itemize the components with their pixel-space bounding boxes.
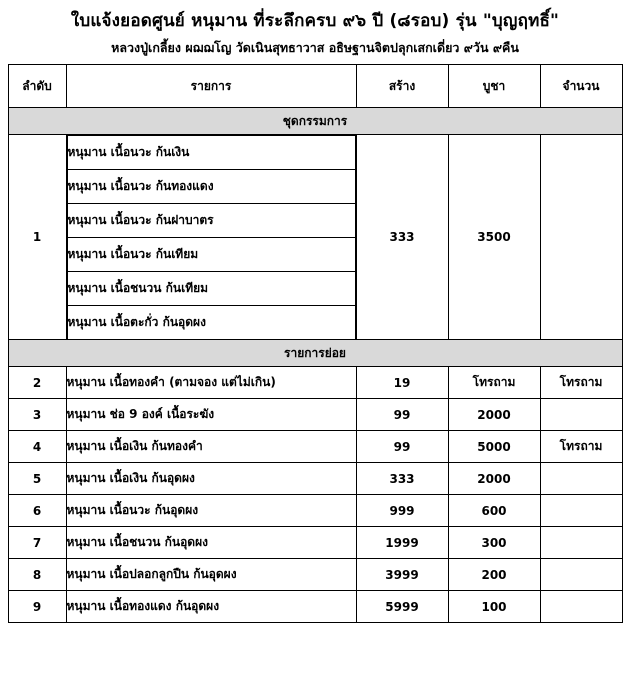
row-item: หนุมาน เนื้อปลอกลูกปืน ก้นอุดผง <box>66 559 356 591</box>
column-header-made: สร้าง <box>356 65 448 108</box>
table-row <box>8 135 622 340</box>
column-header-qty: จำนวน <box>540 65 622 108</box>
table-row <box>8 527 622 559</box>
row-no: 5 <box>8 463 66 495</box>
section-header-minor-label: รายการย่อย <box>8 340 622 367</box>
section-header-committee-label: ชุดกรรมการ <box>8 108 622 135</box>
price-table <box>8 64 623 623</box>
row-rent: 100 <box>448 591 540 623</box>
row-rent: 600 <box>448 495 540 527</box>
row-made: 3999 <box>356 559 448 591</box>
row-item: หนุมาน เนื้อทองคำ (ตามจอง แต่ไม่เกิน) <box>66 367 356 399</box>
table-row <box>8 399 622 431</box>
row-made: 5999 <box>356 591 448 623</box>
row-item: หนุมาน ช่อ 9 องค์ เนื้อระฆัง <box>66 399 356 431</box>
list-item <box>67 272 355 306</box>
row-no: 6 <box>8 495 66 527</box>
list-item <box>67 306 355 340</box>
table-header <box>8 65 622 108</box>
row-made: 333 <box>356 463 448 495</box>
row-made: 999 <box>356 495 448 527</box>
committee-item-label: หนุมาน เนื้อนวะ ก้นทองแดง <box>67 170 355 204</box>
row-item: หนุมาน เนื้อชนวน ก้นอุดผง <box>66 527 356 559</box>
row-no: 4 <box>8 431 66 463</box>
row-rent: 2000 <box>448 399 540 431</box>
section-header-minor <box>8 340 622 367</box>
row-no: 8 <box>8 559 66 591</box>
row-no: 7 <box>8 527 66 559</box>
row-rent: โทรถาม <box>448 367 540 399</box>
committee-items-cell <box>66 135 356 340</box>
committee-item-label: หนุมาน เนื้อชนวน ก้นเทียม <box>67 272 355 306</box>
committee-item-label: หนุมาน เนื้อนวะ ก้นเงิน <box>67 136 355 170</box>
row-rent: 5000 <box>448 431 540 463</box>
list-item <box>67 238 355 272</box>
row-qty <box>540 591 622 623</box>
row-rent: 300 <box>448 527 540 559</box>
table-row <box>8 367 622 399</box>
row-item: หนุมาน เนื้อเงิน ก้นทองคำ <box>66 431 356 463</box>
row-qty <box>540 527 622 559</box>
row-rent: 2000 <box>448 463 540 495</box>
row-rent: 3500 <box>448 135 540 340</box>
committee-item-label: หนุมาน เนื้อนวะ ก้นฝาบาตร <box>67 204 355 238</box>
row-item: หนุมาน เนื้อทองแดง ก้นอุดผง <box>66 591 356 623</box>
column-header-no: ลำดับ <box>8 65 66 108</box>
row-qty: โทรถาม <box>540 431 622 463</box>
row-item: หนุมาน เนื้อเงิน ก้นอุดผง <box>66 463 356 495</box>
row-made: 99 <box>356 399 448 431</box>
row-made: 99 <box>356 431 448 463</box>
table-row <box>8 559 622 591</box>
table-row <box>8 431 622 463</box>
row-no: 2 <box>8 367 66 399</box>
table-row <box>8 463 622 495</box>
page-subtitle: หลวงปู่เกลี้ยง ผฌฌโญ วัดเนินสุทธาวาส อธิษฐานจิตปลุกเสกเดี่ยว ๙วัน ๙คืน <box>111 40 519 56</box>
row-no: 3 <box>8 399 66 431</box>
row-no: 9 <box>8 591 66 623</box>
row-no: 1 <box>8 135 66 340</box>
row-qty <box>540 399 622 431</box>
row-qty <box>540 135 622 340</box>
row-rent: 200 <box>448 559 540 591</box>
list-item <box>67 136 355 170</box>
page-title: ใบแจ้งยอดศูนย์ หนุมาน ที่ระลึกครบ ๙๖ ปี (๘รอบ) รุ่น "บุญฤทธิ์" <box>70 11 560 31</box>
section-header-committee <box>8 108 622 135</box>
list-item <box>67 170 355 204</box>
row-qty <box>540 463 622 495</box>
row-item: หนุมาน เนื้อนวะ ก้นอุดผง <box>66 495 356 527</box>
committee-item-label: หนุมาน เนื้อนวะ ก้นเทียม <box>67 238 355 272</box>
row-qty <box>540 495 622 527</box>
column-header-item: รายการ <box>66 65 356 108</box>
row-qty: โทรถาม <box>540 367 622 399</box>
row-made: 19 <box>356 367 448 399</box>
row-made: 333 <box>356 135 448 340</box>
table-row <box>8 591 622 623</box>
committee-items-list <box>67 135 356 339</box>
list-item <box>67 204 355 238</box>
table-row <box>8 495 622 527</box>
row-made: 1999 <box>356 527 448 559</box>
row-qty <box>540 559 622 591</box>
header-row <box>8 65 622 108</box>
column-header-rent: บูชา <box>448 65 540 108</box>
committee-item-label: หนุมาน เนื้อตะกั่ว ก้นอุดผง <box>67 306 355 340</box>
